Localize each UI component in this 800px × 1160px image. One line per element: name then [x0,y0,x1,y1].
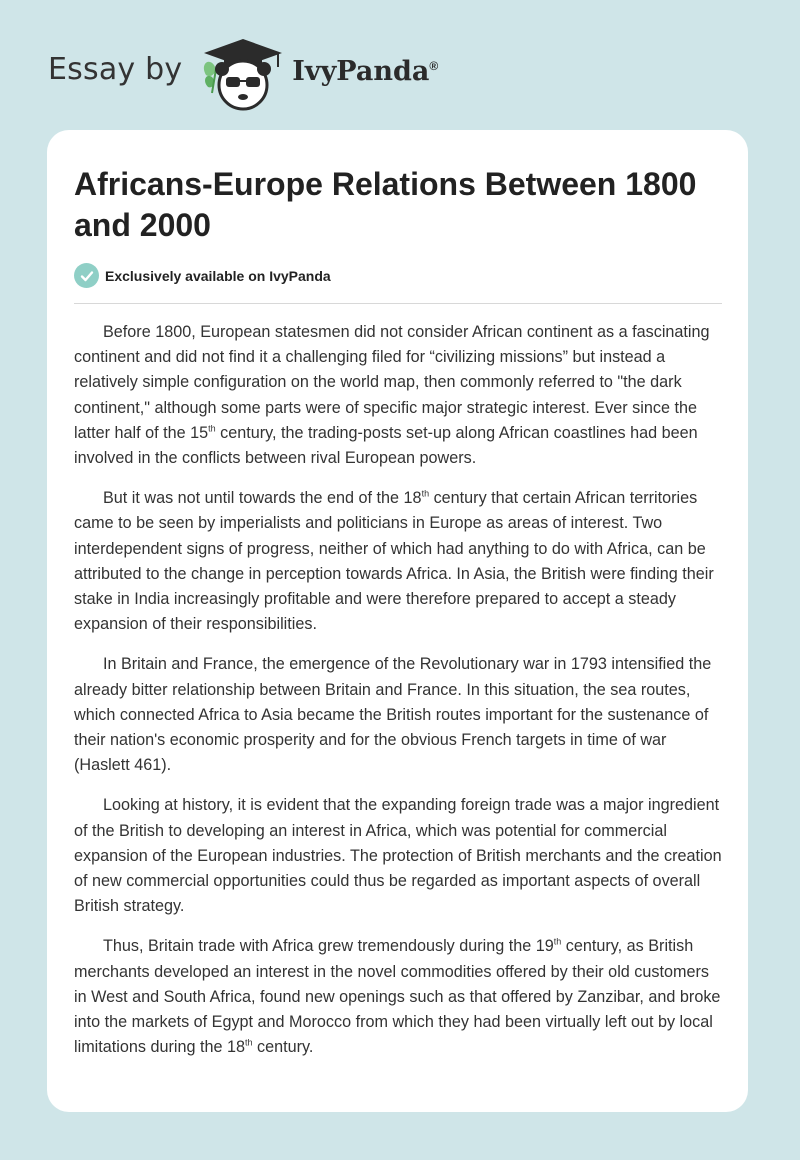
essay-by-label: Essay by [48,51,183,87]
checkmark-icon [74,263,99,288]
paragraph-text: century. [252,1038,314,1057]
essay-title: Africans-Europe Relations Between 1800 and 2000 [74,166,697,243]
essay-card [47,130,748,1112]
paragraph-text: century that certain African territories came to be seen by imperialists and politicians in Europe as areas of interest. Two interdependent signs of progress, neither of which had anything to do with Africa, can be attributed to the change in perception towards Africa. In Asia, the British were finding their stake in India increasingly profitable and were therefore prepared to accept a steady expansion of their responsibilities. [74,489,714,634]
ordinal-suffix: th [208,423,216,434]
paragraph [74,486,724,637]
paragraph-text: But it was not until towards the end of the 18 [103,489,422,508]
paragraph-text: Thus, Britain trade with Africa grew tremendously during the 19 [103,937,554,956]
ordinal-suffix: th [553,937,562,948]
exclusive-badge [74,263,331,288]
brand-name[interactable] [292,56,438,87]
site-header [48,34,438,114]
divider [74,303,722,304]
badge-label: Exclusively available on IvyPanda [105,267,331,284]
paragraph: Looking at history, it is evident that the expanding foreign trade was a major ingredient of the British to developing an interest in Africa, which was potential for commercial expansion of the European industries. The protection of British merchants and the creation of new commercial opportunities could thus be regarded as important aspects of overall British strategy. [74,796,722,916]
ordinal-suffix: th [244,1037,253,1048]
panda-logo-icon[interactable] [198,35,288,113]
essay-body [74,320,724,1075]
brand-label: IvyPanda [292,55,430,87]
paragraph-text: century, the trading-posts set-up along African coastlines had been involved in the conflicts between rival European powers. [74,423,698,468]
paragraph [74,934,724,1060]
paragraph-text: Before 1800, European statesmen did not consider African continent as a fascinating continent and did not find it a challenging filed for “civilizing missions” but instead a relatively simple configuration on the world map, then commonly referred to "the dark continent," although some parts were of specific major strategic interest. Ever since the latter half of the 15 [74,323,710,442]
paragraph: In Britain and France, the emergence of the Revolutionary war in 1793 intensified the already bitter relationship between Britain and France. In this situation, the sea routes, which connected Africa to Asia became the British routes important for the sustenance of their nation's economic prosperity and for the obvious French targets in time of war (Haslett 461). [74,655,712,775]
paragraph-text: century, as British merchants developed an interest in the novel commodities offered by their old customers in West and South Africa, found new openings such as that offered by Zanzibar, and broke into the markets of Egypt and Morocco from which they had been virtually left out by local limitations during the 18 [74,937,721,1057]
ordinal-suffix: th [421,488,430,499]
registered-mark: ® [429,58,439,73]
paragraph [74,320,724,471]
